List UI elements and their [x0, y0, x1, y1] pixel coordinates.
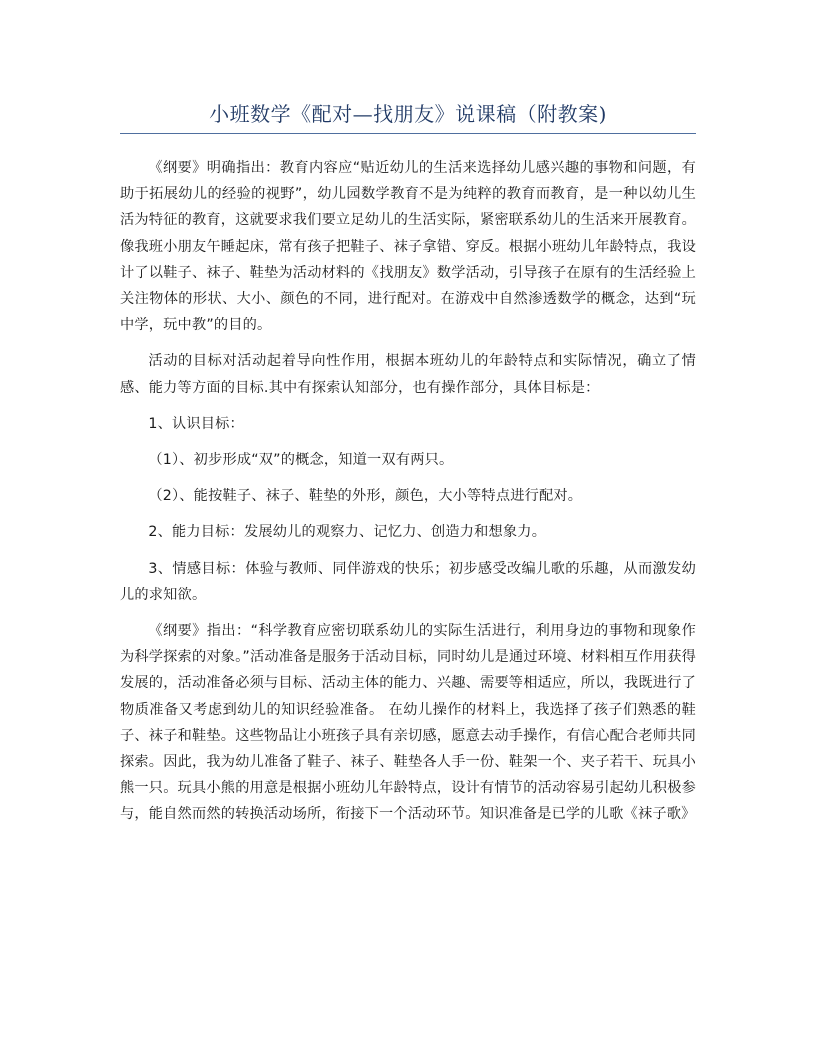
- paragraph-2: 活动的目标对活动起着导向性作用，根据本班幼儿的年龄特点和实际情况，确立了情感、能力等方面的目标.其中有探索认知部分，也有操作部分，具体目标是：: [120, 353, 696, 396]
- paragraph-1: 《纲要》明确指出：教育内容应“贴近幼儿的生活来选择幼儿感兴趣的事物和问题，有助于拓展幼儿的经验的视野”，幼儿园数学教育不是为纯粹的教育而教育，是一种以幼儿生活为特征的教育，这就要求我们要立足幼儿的生活实际，紧密联系幼儿的生活来开展教育。像我班小朋友午睡起床，常有孩子把鞋子、袜子拿错、穿反。根据小班幼儿年龄特点，我设计了以鞋子、袜子、鞋垫为活动材料的《找朋友》数学活动，引导孩子在原有的生活经验上关注物体的形状、大小、颜色的不同，进行配对。在游戏中自然渗透数学的概念，达到“玩中学，玩中教”的目的。: [120, 160, 696, 334]
- paragraph-7: 3、情感目标：体验与教师、同伴游戏的快乐；初步感受改编儿歌的乐趣，从而激发幼儿的求知欲。: [120, 560, 696, 603]
- paragraph-3: 1、认识目标：: [148, 415, 244, 432]
- paragraph-8: 《纲要》指出：“科学教育应密切联系幼儿的实际生活进行，利用身边的事物和现象作为科学探索的对象。”活动准备是服务于活动目标，同时幼儿是通过环境、材料相互作用获得发展的，活动准备必须与目标、活动主体的能力、兴趣、需要等相适应，所以，我既进行了物质准备又考虑到幼儿的知识经验准备。 在幼儿操作的材料上，我选择了孩子们熟悉的鞋子、袜子和鞋垫。这些物品让小班孩子具有亲切感，愿意去动手操作，有信心配合老师共同探索。因此，我为幼儿准备了鞋子、袜子、鞋垫各人手一份、鞋架一个、夹子若干、玩具小熊一只。玩具小熊的用意是根据小班幼儿年龄特点，设计有情节的活动容易引起幼儿积极参与，能自然而然的转换活动场所，衔接下一个活动环节。知识准备是已学的儿歌《袜子歌》: [120, 623, 696, 823]
- title-underline: [120, 133, 696, 134]
- document-title: 小班数学《配对—找朋友》说课稿（附教案): [209, 102, 607, 126]
- paragraph-6: 2、能力目标：发展幼儿的观察力、记忆力、创造力和想象力。: [148, 524, 547, 541]
- document-body: [120, 155, 696, 828]
- paragraph-4: （1）、初步形成“双”的概念，知道一双有两只。: [148, 452, 454, 469]
- paragraph-5: （2）、能按鞋子、袜子、鞋垫的外形，颜色，大小等特点进行配对。: [148, 488, 583, 505]
